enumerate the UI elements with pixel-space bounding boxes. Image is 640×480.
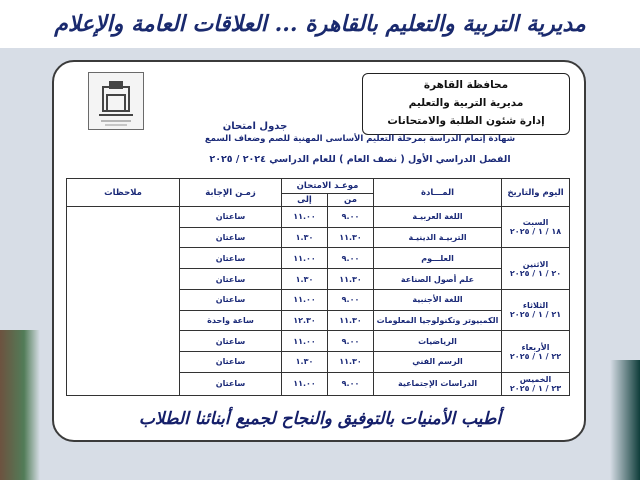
to-time-cell: ١١.٠٠ xyxy=(282,248,328,269)
header-from: من xyxy=(328,194,374,207)
notes-cell xyxy=(67,207,180,396)
duration-cell: ساعتان xyxy=(180,289,282,310)
subject-cell: الدراسات الإجتماعية xyxy=(374,372,502,395)
subject-cell: الكمبيوتر وتكنولوجيا المعلومات xyxy=(374,310,502,331)
department-name: إدارة شئون الطلبة والامتحانات xyxy=(387,115,545,127)
to-time-cell: ١.٣٠ xyxy=(282,352,328,373)
header-subject: المـــادة xyxy=(374,179,502,207)
header-to: إلى xyxy=(282,194,328,207)
to-time-cell: ١١.٠٠ xyxy=(282,289,328,310)
exam-date: ٢٠ / ١ / ٢٠٢٥ xyxy=(509,268,562,278)
header-duration: زمـن الإجابة xyxy=(180,179,282,207)
duration-cell: ساعتان xyxy=(180,248,282,269)
subject-cell: اللغة العربيـة xyxy=(374,207,502,228)
duration-cell: ساعة واحدة xyxy=(180,310,282,331)
from-time-cell: ٩.٠٠ xyxy=(328,248,374,269)
day-date-cell xyxy=(502,289,570,330)
subject-cell: علم أصول الصناعة xyxy=(374,269,502,290)
duration-cell: ساعتان xyxy=(180,352,282,373)
from-time-cell: ١١.٣٠ xyxy=(328,227,374,248)
from-time-cell: ٩.٠٠ xyxy=(328,331,374,352)
duration-cell: ساعتان xyxy=(180,331,282,352)
subject-cell: الرسم الفني xyxy=(374,352,502,373)
table-row xyxy=(67,207,570,228)
background-decoration-right xyxy=(610,360,640,480)
day-name: الاثنين xyxy=(522,259,549,269)
header-day-date: اليوم والتاريخ xyxy=(502,179,570,207)
from-time-cell: ٩.٠٠ xyxy=(328,207,374,228)
schedule-title: جدول امتحان xyxy=(222,121,288,132)
duration-cell: ساعتان xyxy=(180,372,282,395)
day-date-cell xyxy=(502,372,570,395)
from-time-cell: ٩.٠٠ xyxy=(328,372,374,395)
certificate-line: شهادة إتمام الدراسة بمرحلة التعليم الأساسى المهنية للصم وضعاف السمع xyxy=(204,134,516,144)
exam-schedule-table xyxy=(66,178,570,396)
schedule-body xyxy=(67,207,570,396)
to-time-cell: ١١.٠٠ xyxy=(282,331,328,352)
subject-cell: التربيـة الدينيـة xyxy=(374,227,502,248)
day-date-cell xyxy=(502,207,570,248)
directorate-name: مديرية التربية والتعليم xyxy=(408,97,524,109)
duration-cell: ساعتان xyxy=(180,227,282,248)
to-time-cell: ١١.٠٠ xyxy=(282,372,328,395)
cairo-governorate-logo xyxy=(88,72,144,130)
term-line: الفصل الدراسي الأول ( نصف العام ) للعام الدراسي ٢٠٢٤ / ٢٠٢٥ xyxy=(209,154,511,165)
day-name: الثلاثاء xyxy=(522,301,549,311)
day-date-cell xyxy=(502,331,570,372)
duration-cell: ساعتان xyxy=(180,269,282,290)
day-name: السبت xyxy=(522,218,549,228)
day-date-cell xyxy=(502,248,570,289)
exam-date: ٢١ / ١ / ٢٠٢٥ xyxy=(509,310,562,320)
from-time-cell: ١١.٣٠ xyxy=(328,352,374,373)
exam-date: ١٨ / ١ / ٢٠٢٥ xyxy=(509,227,562,237)
administration-box xyxy=(362,73,570,135)
banner-title: مديرية التربية والتعليم بالقاهرة ... العلاقات العامة والإعلام xyxy=(54,11,586,37)
to-time-cell: ١.٣٠ xyxy=(282,227,328,248)
duration-cell: ساعتان xyxy=(180,207,282,228)
day-name: الأربعاء xyxy=(521,342,550,352)
to-time-cell: ١١.٠٠ xyxy=(282,207,328,228)
subject-cell: العلـــوم xyxy=(374,248,502,269)
exam-date: ٢٢ / ١ / ٢٠٢٥ xyxy=(509,351,562,361)
header-notes: ملاحظات xyxy=(67,179,180,207)
to-time-cell: ١٢.٣٠ xyxy=(282,310,328,331)
from-time-cell: ١١.٣٠ xyxy=(328,310,374,331)
subject-cell: الرياضيات xyxy=(374,331,502,352)
background-decoration-left xyxy=(0,330,40,480)
subject-cell: اللغة الأجنبية xyxy=(374,289,502,310)
to-time-cell: ١.٣٠ xyxy=(282,269,328,290)
from-time-cell: ٩.٠٠ xyxy=(328,289,374,310)
footer-message: أطيب الأمنيات بالتوفيق والنجاح لجميع أبنائنا الطلاب xyxy=(138,409,502,429)
day-name: الخميس xyxy=(519,374,552,384)
header-exam-time: موعـد الامتحان xyxy=(282,179,374,194)
from-time-cell: ١١.٣٠ xyxy=(328,269,374,290)
exam-date: ٢٣ / ١ / ٢٠٢٥ xyxy=(509,383,562,393)
governorate-name: محافظة القاهرة xyxy=(423,79,509,91)
